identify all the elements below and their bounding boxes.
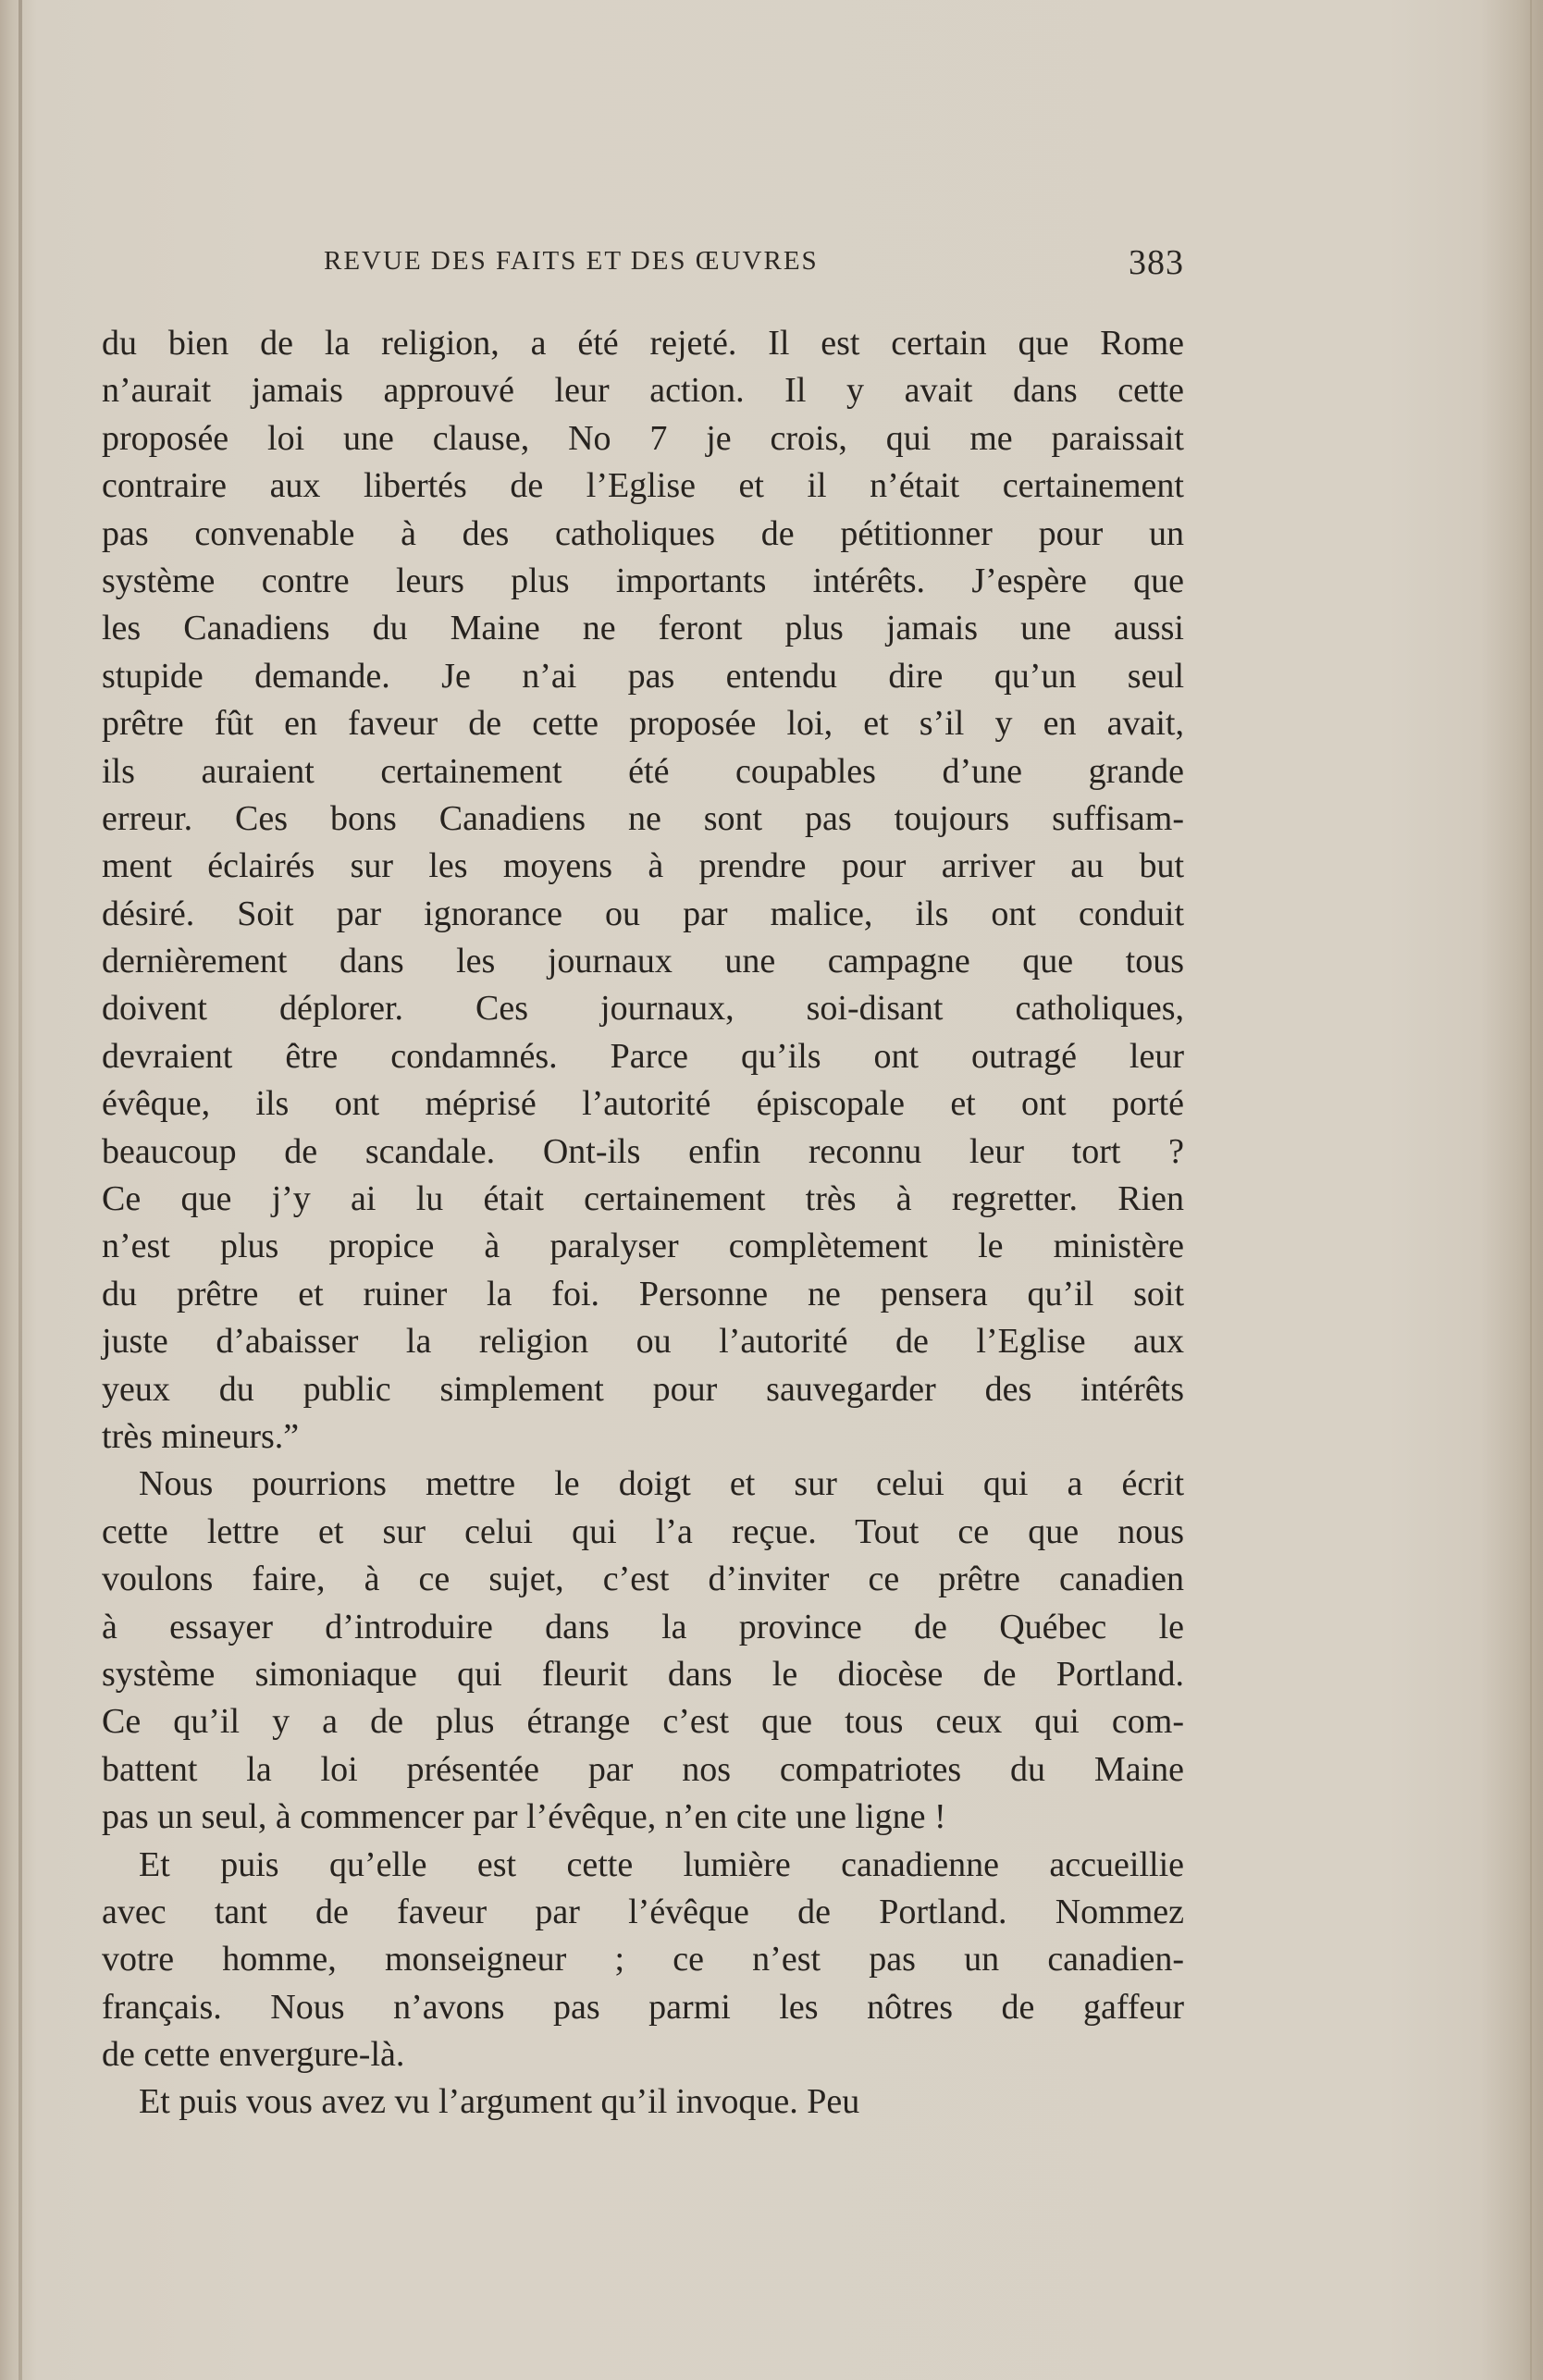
text-line: système contre leurs plus importants intérêts. J’espère que	[102, 561, 1184, 600]
text-line: dernièrement dans les journaux une campagne que tous	[102, 942, 1184, 981]
running-head	[102, 242, 1184, 283]
text-line: prêtre fût en faveur de cette proposée loi, et s’il y en avait,	[102, 704, 1184, 744]
text-line: Ce que j’y ai lu était certainement très à regretter. Rien	[102, 1179, 1184, 1219]
text-line: les Canadiens du Maine ne feront plus jamais une aussi	[102, 609, 1184, 648]
text-line: devraient être condamnés. Parce qu’ils ont outragé leur	[102, 1036, 1184, 1076]
text-line: pas un seul, à commencer par l’évêque, n’en cite une ligne !	[102, 1797, 946, 1837]
text-line: ment éclairés sur les moyens à prendre pour arriver au but	[102, 846, 1184, 886]
text-line: du prêtre et ruiner la foi. Personne ne pensera qu’il soit	[102, 1274, 1184, 1313]
text-line: Et puis qu’elle est cette lumière canadienne accueillie	[139, 1844, 1184, 1884]
page-edge	[1530, 0, 1532, 2380]
page-number: 383	[1129, 243, 1184, 282]
text-line: n’aurait jamais approuvé leur action. Il y avait dans cette	[102, 371, 1184, 411]
text-line: proposée loi une clause, No 7 je crois, qui me paraissait	[102, 418, 1184, 458]
text-line: système simoniaque qui fleurit dans le diocèse de Portland.	[102, 1654, 1184, 1694]
text-line: du bien de la religion, a été rejeté. Il est certain que Rome	[102, 324, 1184, 363]
text-line: cette lettre et sur celui qui l’a reçue. Tout ce que nous	[102, 1511, 1184, 1551]
text-line: erreur. Ces bons Canadiens ne sont pas toujours suffisam-	[102, 798, 1184, 838]
paragraph	[102, 320, 1184, 1461]
text-line: à essayer d’introduire dans la province de Québec le	[102, 1607, 1184, 1646]
text-line: Et puis vous avez vu l’argument qu’il invoque. Peu	[139, 2082, 860, 2122]
text-line: stupide demande. Je n’ai pas entendu dire qu’un seul	[102, 656, 1184, 696]
text-line: battent la loi présentée par nos compatriotes du Maine	[102, 1749, 1184, 1789]
text-line: pas convenable à des catholiques de pétitionner pour un	[102, 513, 1184, 553]
text-line: contraire aux libertés de l’Eglise et il n’était certainement	[102, 466, 1184, 506]
text-line: doivent déplorer. Ces journaux, soi-disant catholiques,	[102, 989, 1184, 1029]
paragraph	[102, 2078, 1184, 2126]
text-line: Nous pourrions mettre le doigt et sur celui qui a écrit	[139, 1464, 1184, 1504]
running-head-title: REVUE DES FAITS ET DES ŒUVRES	[324, 246, 819, 276]
text-line: n’est plus propice à paralyser complètement le ministère	[102, 1227, 1184, 1266]
page-gutter-shadow	[19, 0, 22, 2380]
text-line: voulons faire, à ce sujet, c’est d’inviter ce prêtre canadien	[102, 1560, 1184, 1599]
text-line: Ce qu’il y a de plus étrange c’est que tous ceux qui com-	[102, 1702, 1184, 1742]
paragraph	[102, 1842, 1184, 2079]
text-line: évêque, ils ont méprisé l’autorité épiscopale et ont porté	[102, 1084, 1184, 1124]
text-line: désiré. Soit par ignorance ou par malice, ils ont conduit	[102, 894, 1184, 933]
text-line: juste d’abaisser la religion ou l’autorité de l’Eglise aux	[102, 1322, 1184, 1362]
text-line: ils auraient certainement été coupables d’une grande	[102, 751, 1184, 791]
text-line: beaucoup de scandale. Ont-ils enfin reconnu leur tort ?	[102, 1131, 1184, 1171]
text-line: français. Nous n’avons pas parmi les nôtres de gaffeur	[102, 1987, 1184, 2027]
text-line: votre homme, monseigneur ; ce n’est pas un canadien-	[102, 1940, 1184, 1979]
text-line: avec tant de faveur par l’évêque de Portland. Nommez	[102, 1892, 1184, 1931]
body-text	[102, 320, 1184, 2127]
paragraph	[102, 1461, 1184, 1841]
text-line: très mineurs.”	[102, 1416, 300, 1456]
text-line: de cette envergure-là.	[102, 2035, 405, 2075]
text-line: yeux du public simplement pour sauvegarder des intérêts	[102, 1369, 1184, 1409]
